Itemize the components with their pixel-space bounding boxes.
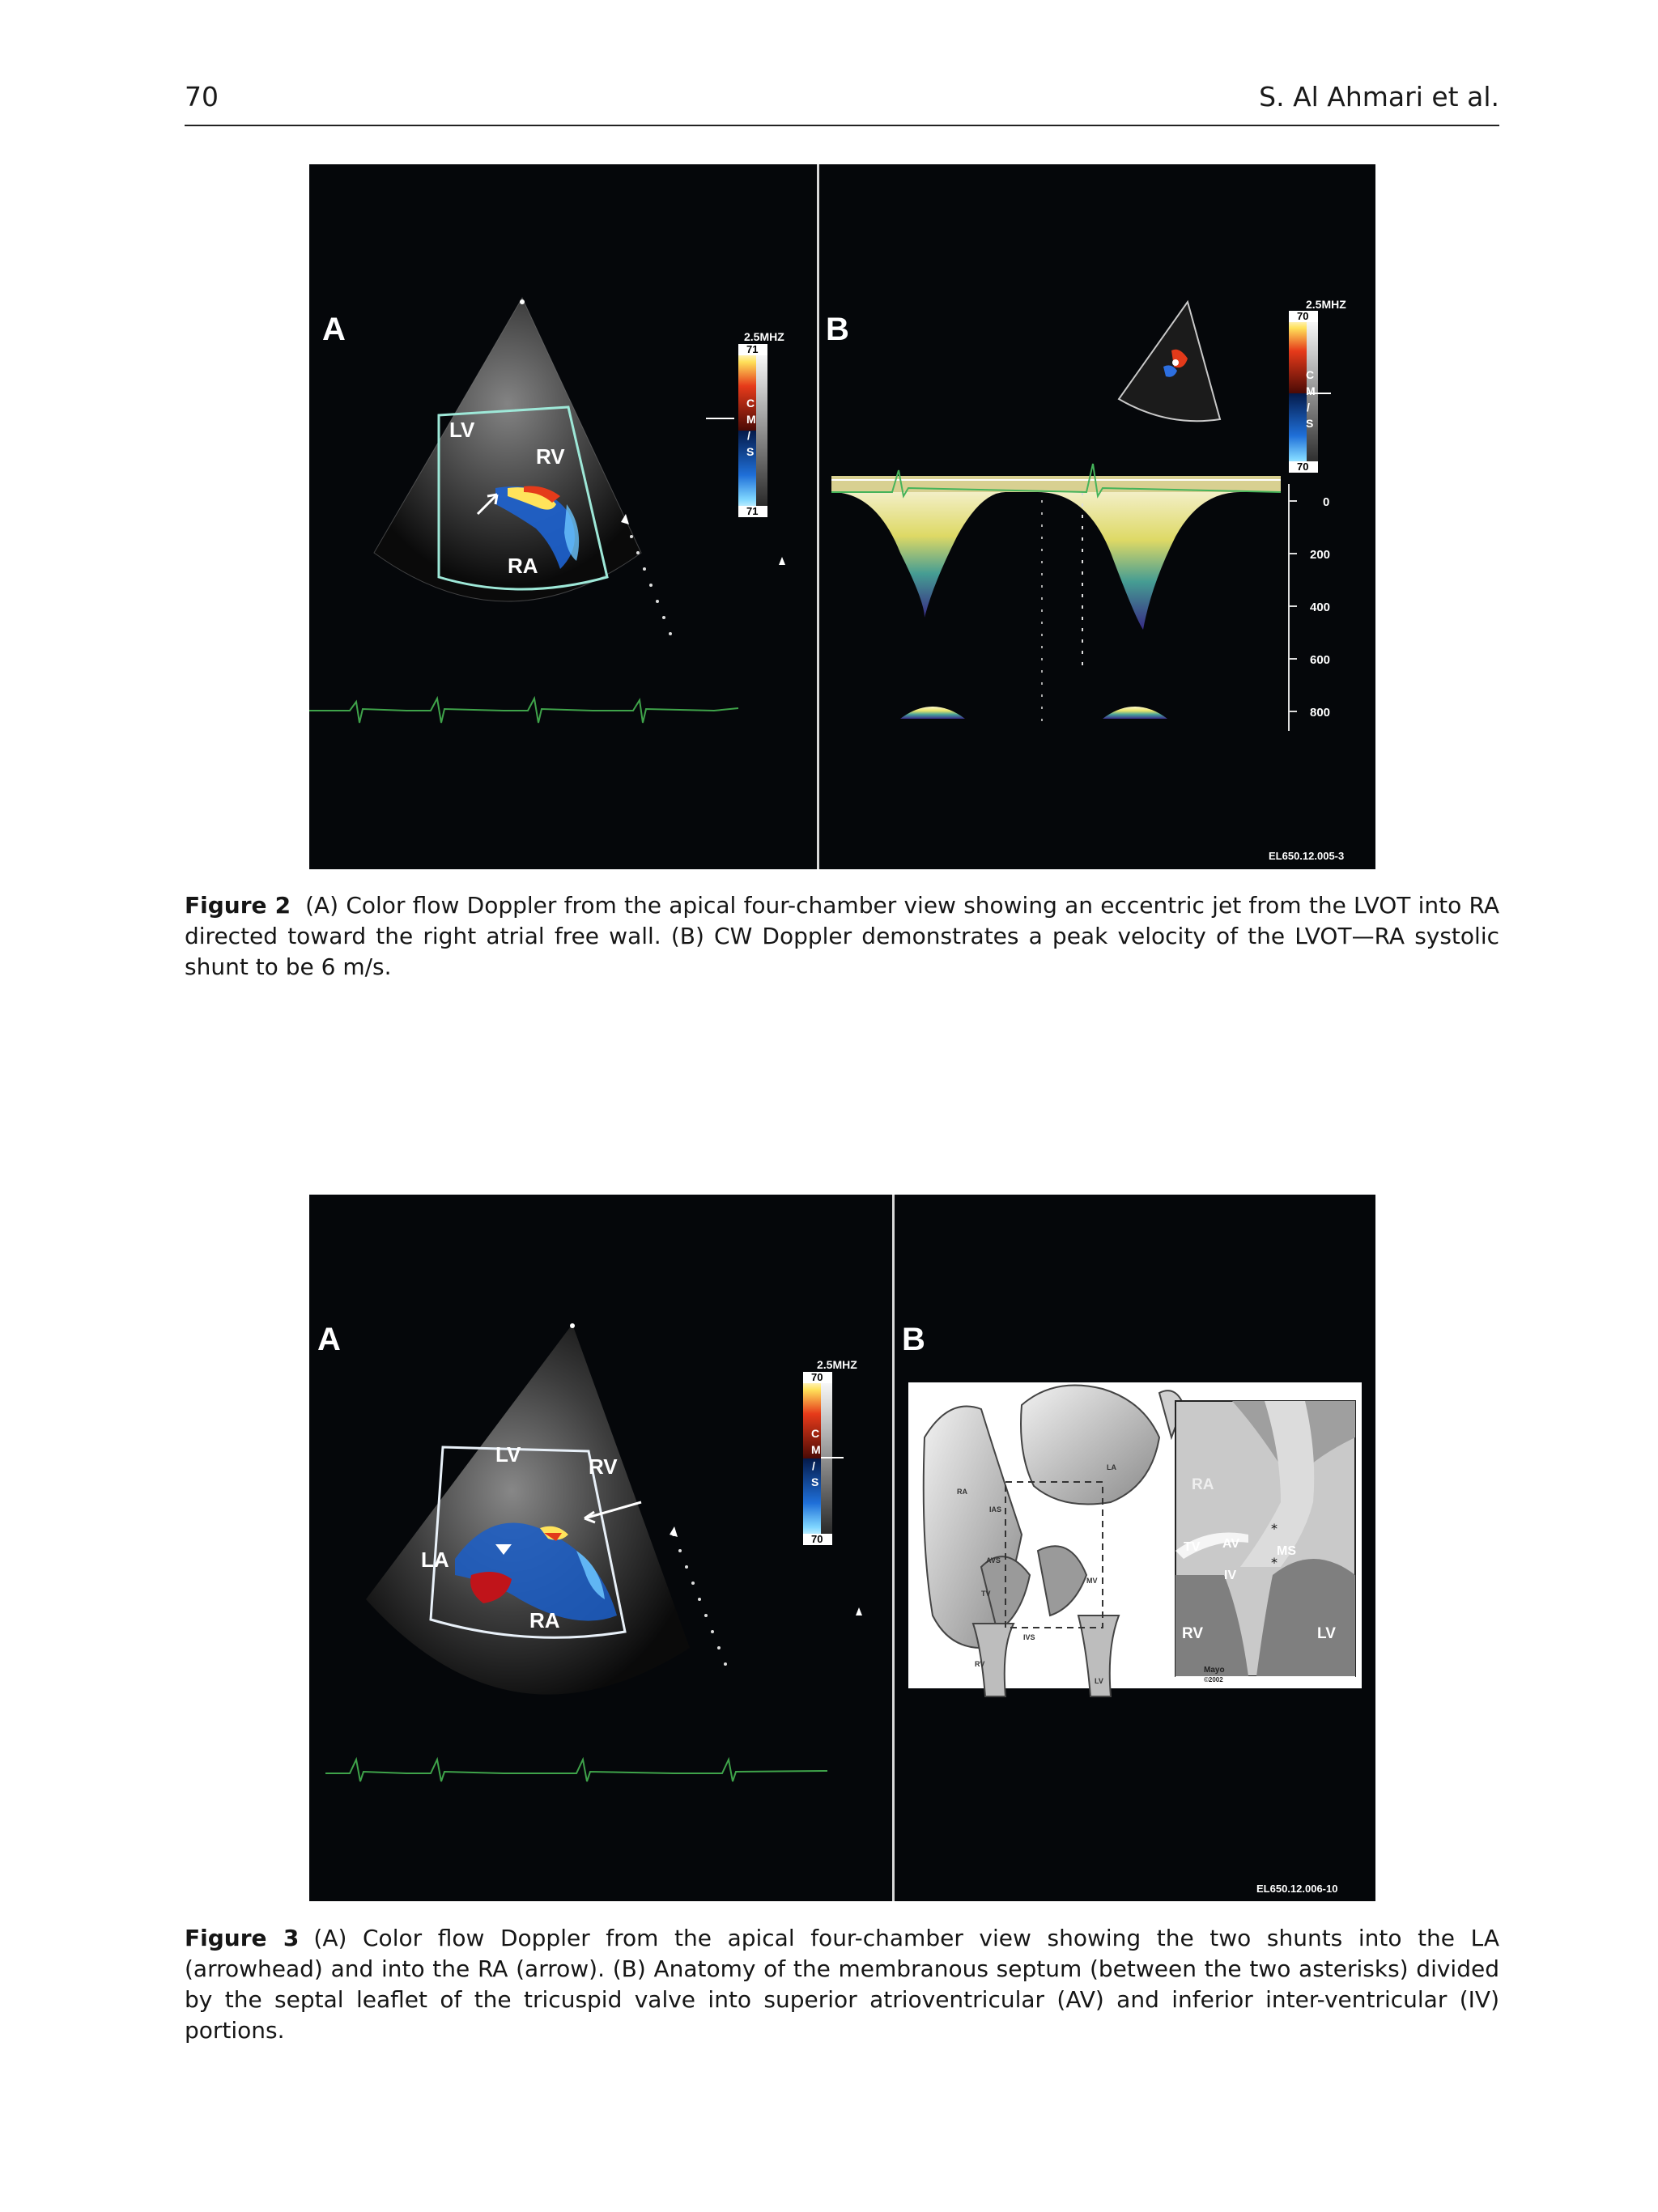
fig2-a-scale-top: 71: [746, 343, 759, 355]
figure-3-caption: [185, 1923, 1499, 2046]
fig2-b-unit-m: M: [1306, 384, 1316, 397]
page-number: 70: [185, 81, 219, 113]
fig2-b-unit-s: S: [1306, 417, 1314, 430]
panel-a-colorbar: [803, 1372, 844, 1545]
fig3-a-unit-slash: /: [812, 1459, 815, 1472]
fig3-a-scale-bottom: 70: [811, 1533, 823, 1545]
figure-2: [309, 164, 1375, 869]
fig3-inset-ms: MS: [1277, 1544, 1296, 1558]
svg-text:*: *: [1271, 1555, 1278, 1570]
panel-divider: [892, 1195, 895, 1901]
svg-text:*: *: [1271, 1521, 1278, 1536]
fig2-b-unit-c: C: [1306, 368, 1315, 381]
fig2-b-tick-400: 400: [1310, 601, 1331, 614]
fig2-a-unit-s: S: [746, 445, 755, 458]
fig2-label-lv: LV: [449, 418, 475, 442]
fig3-a-freq: 2.5MHZ: [817, 1358, 857, 1371]
fig2-a-unit-slash: /: [747, 429, 750, 442]
fig2-code: EL650.12.005-3: [1269, 850, 1345, 862]
panel-a-echo: [325, 1323, 862, 1781]
fig3-inset-mayo: Mayo: [1204, 1666, 1225, 1675]
fig2-b-scale-top: 70: [1297, 310, 1309, 322]
fig3-b-label-la: LA: [1107, 1463, 1116, 1471]
fig2-a-freq: 2.5MHZ: [744, 330, 784, 343]
fig3-b-label-ra: RA: [957, 1488, 967, 1496]
fig3-code: EL650.12.006-10: [1256, 1883, 1338, 1895]
running-title: S. Al Ahmari et al.: [1259, 81, 1499, 113]
fig3-panel-a-letter: A: [317, 1322, 341, 1357]
fig2-b-tick-600: 600: [1310, 653, 1331, 667]
fig3-b-label-ias: IAS: [989, 1505, 1002, 1514]
fig3-b-label-lv: LV: [1095, 1677, 1103, 1685]
fig3-inset-tv: TV: [1184, 1540, 1201, 1554]
fig3-inset-av: AV: [1222, 1537, 1240, 1551]
fig2-label-rv: RV: [536, 444, 565, 469]
fig3-label-la: LA: [421, 1548, 449, 1572]
fig3-b-label-mv: MV: [1086, 1577, 1098, 1585]
fig3-panel-b-letter: B: [902, 1322, 925, 1357]
fig2-b-tick-0: 0: [1323, 495, 1330, 509]
fig3-inset-iv: IV: [1224, 1569, 1237, 1582]
figure-2-image: [309, 164, 1375, 869]
fig3-b-label-rv: RV: [975, 1660, 985, 1668]
header-rule: [185, 125, 1499, 126]
fig3-a-unit-c: C: [811, 1427, 820, 1440]
fig3-label-lv: LV: [495, 1442, 521, 1467]
figure-2-caption: [185, 890, 1499, 983]
fig3-b-label-tv: TV: [981, 1590, 991, 1598]
panel-b-sector: [1119, 302, 1303, 421]
fig3-label-rv: RV: [589, 1454, 618, 1479]
fig3-inset-lv: LV: [1317, 1625, 1336, 1642]
figure-3-caption-label: Figure 3: [185, 1925, 300, 1951]
fig2-b-tick-800: 800: [1310, 706, 1331, 720]
fig2-panel-a-letter: A: [322, 312, 346, 347]
panel-b-spectral: [831, 464, 1297, 731]
fig3-b-label-ivs: IVS: [1023, 1633, 1035, 1641]
fig3-a-unit-s: S: [811, 1475, 819, 1488]
panel-b-anatomy: [908, 1382, 1362, 1696]
figure-3-image: [309, 1195, 1375, 1901]
fig2-b-unit-slash: /: [1307, 401, 1310, 414]
figure-2-caption-label: Figure 2: [185, 892, 291, 919]
panel-a-echo: [309, 298, 785, 723]
fig2-label-ra: RA: [508, 554, 538, 578]
fig3-a-unit-m: M: [811, 1443, 821, 1456]
fig3-inset-rv: RV: [1182, 1625, 1204, 1642]
figure-2-caption-text: (A) Color flow Doppler from the apical four-chamber view showing an eccentric jet from the LVOT into RA directed toward the right atrial free wall. (B) CW Doppler demonstrates a peak velocity of the LVOT—RA systolic shunt to be 6 m/s.: [185, 892, 1499, 980]
fig2-b-freq: 2.5MHZ: [1306, 298, 1346, 311]
fig3-inset-year: ©2002: [1204, 1676, 1223, 1683]
fig2-panel-b-letter: B: [826, 312, 849, 347]
figure-3-caption-text: (A) Color flow Doppler from the apical four-chamber view showing the two shunts into the LA (arrowhead) and into the RA (arrow). (B) Anatomy of the membranous septum (between the two asterisks) divided by the septal leaflet of the tricuspid valve into superior atrioventricular (AV) and inferior inter-ventricular (IV) portions.: [185, 1925, 1500, 2044]
fig3-a-scale-top: 70: [811, 1371, 823, 1383]
fig2-a-scale-bottom: 71: [746, 505, 759, 517]
fig3-inset-ra: RA: [1192, 1476, 1214, 1493]
fig2-a-unit-c: C: [746, 397, 755, 410]
fig2-b-tick-200: 200: [1310, 548, 1331, 562]
panel-a-colorbar: [706, 344, 767, 517]
figure-3: [309, 1195, 1375, 1901]
fig3-label-ra: RA: [529, 1608, 560, 1632]
fig3-b-label-avs: AVS: [986, 1556, 1001, 1565]
panel-divider: [817, 164, 819, 869]
fig2-b-scale-bottom: 70: [1297, 461, 1309, 473]
fig2-a-unit-m: M: [746, 413, 756, 426]
